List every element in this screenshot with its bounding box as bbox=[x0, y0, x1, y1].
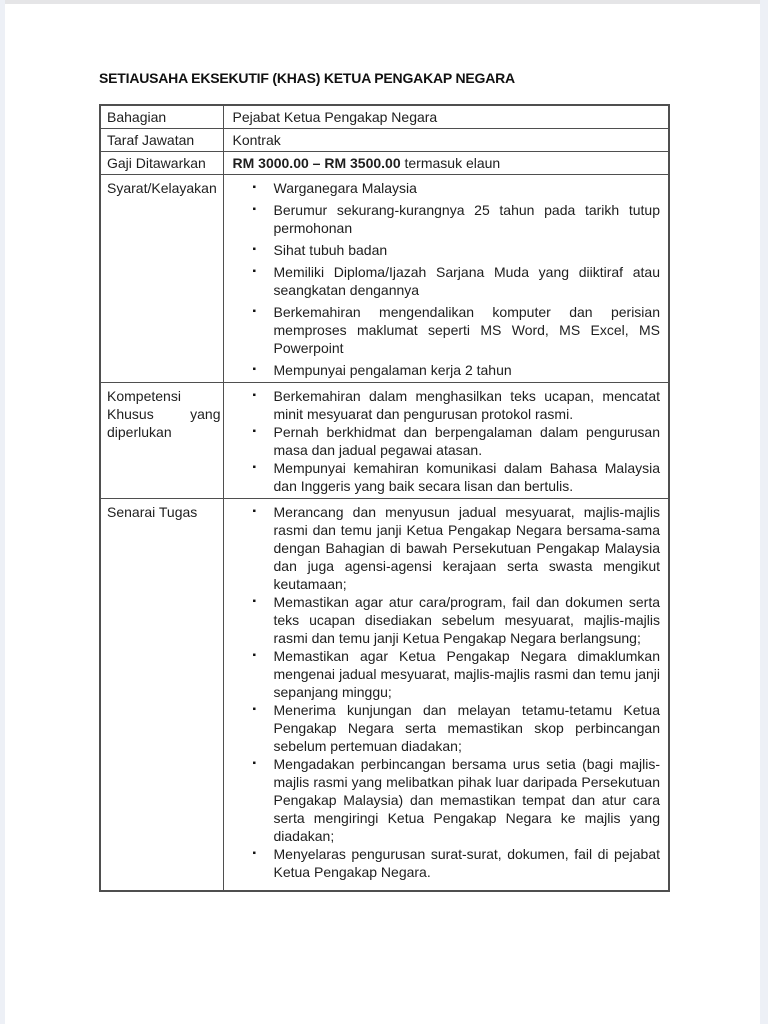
bullet-icon: ▪ bbox=[252, 182, 257, 193]
bullet-icon: ▪ bbox=[252, 650, 257, 661]
row-value-syarat bbox=[223, 175, 669, 383]
list-item bbox=[253, 755, 661, 845]
kompetensi-bullet-list bbox=[224, 387, 661, 495]
row-label-syarat: Syarat/Kelayakan bbox=[100, 175, 223, 383]
row-label-senarai-tugas: Senarai Tugas bbox=[100, 499, 223, 891]
list-item bbox=[253, 701, 661, 755]
bullet-text: Mempunyai pengalaman kerja 2 tahun bbox=[273, 362, 512, 378]
list-item bbox=[253, 647, 661, 701]
bullet-icon: ▪ bbox=[252, 758, 257, 769]
list-item bbox=[253, 503, 661, 593]
senarai-tugas-bullet-list bbox=[224, 503, 661, 881]
bullet-icon: ▪ bbox=[252, 426, 257, 437]
table-row-syarat bbox=[100, 175, 669, 383]
list-item bbox=[253, 241, 661, 259]
table-row-taraf-jawatan bbox=[100, 129, 669, 152]
list-item bbox=[253, 303, 661, 357]
bullet-text: Mempunyai kemahiran komunikasi dalam Bahasa Malaysia dan Inggeris yang baik secara lisan dan bertulis. bbox=[273, 460, 660, 494]
table-row-kompetensi bbox=[100, 383, 669, 499]
row-value-gaji bbox=[223, 152, 669, 175]
bullet-text: Berkemahiran mengendalikan komputer dan perisian memproses maklumat seperti MS Word, MS Excel, MS Powerpoint bbox=[273, 304, 660, 356]
bullet-icon: ▪ bbox=[252, 506, 257, 517]
bullet-text: Berkemahiran dalam menghasilkan teks ucapan, mencatat minit mesyuarat dan pengurusan protokol rasmi. bbox=[273, 388, 660, 422]
bullet-text: Pernah berkhidmat dan berpengalaman dalam pengurusan masa dan jadual pegawai atasan. bbox=[273, 424, 660, 458]
list-item bbox=[253, 201, 661, 237]
row-value-taraf-jawatan: Kontrak bbox=[223, 129, 669, 152]
bullet-text: Menerima kunjungan dan melayan tetamu-tetamu Ketua Pengakap Negara serta memastikan skop perbincangan sebelum pertemuan diadakan; bbox=[273, 702, 660, 754]
list-item bbox=[253, 459, 661, 495]
bullet-icon: ▪ bbox=[252, 596, 257, 607]
bullet-text: Warganegara Malaysia bbox=[273, 180, 417, 196]
bullet-icon: ▪ bbox=[252, 364, 257, 375]
bullet-text: Merancang dan menyusun jadual mesyuarat, majlis-majlis rasmi dan temu janji Ketua Pengakap Negara bersama-sama dengan Bahagian di bawah Persekutuan Pengakap Malaysia dan juga agensi-agensi kerajaan serta swasta mengikut keutamaan; bbox=[273, 504, 660, 592]
bullet-icon: ▪ bbox=[252, 266, 257, 277]
bullet-icon: ▪ bbox=[252, 390, 257, 401]
row-value-bahagian: Pejabat Ketua Pengakap Negara bbox=[223, 105, 669, 129]
row-value-senarai-tugas bbox=[223, 499, 669, 891]
table-row-senarai-tugas bbox=[100, 499, 669, 891]
bullet-icon: ▪ bbox=[252, 462, 257, 473]
bullet-icon: ▪ bbox=[252, 704, 257, 715]
table-row-gaji bbox=[100, 152, 669, 175]
syarat-bullet-list bbox=[224, 179, 661, 379]
page-edge-left bbox=[0, 0, 5, 1024]
list-item bbox=[253, 423, 661, 459]
bullet-text: Menyelaras pengurusan surat-surat, dokumen, fail di pejabat Ketua Pengakap Negara. bbox=[273, 846, 660, 880]
row-label-gaji: Gaji Ditawarkan bbox=[100, 152, 223, 175]
row-value-kompetensi bbox=[223, 383, 669, 499]
row-label-taraf-jawatan: Taraf Jawatan bbox=[100, 129, 223, 152]
job-details-table bbox=[99, 104, 670, 892]
bullet-icon: ▪ bbox=[252, 848, 257, 859]
list-item bbox=[253, 593, 661, 647]
page-edge-right bbox=[760, 0, 768, 1024]
list-item bbox=[253, 361, 661, 379]
bullet-icon: ▪ bbox=[252, 306, 257, 317]
bullet-text: Memastikan agar Ketua Pengakap Negara dimaklumkan mengenai jadual mesyuarat, majlis-majlis rasmi dan temu janji sepanjang minggu; bbox=[273, 648, 660, 700]
list-item bbox=[253, 845, 661, 881]
row-label-bahagian: Bahagian bbox=[100, 105, 223, 129]
list-item bbox=[253, 263, 661, 299]
bullet-text: Memastikan agar atur cara/program, fail dan dokumen serta teks ucapan disediakan sebelum mesyuarat, majlis-majlis rasmi dan temu janji Ketua Pengakap Negara berlangsung; bbox=[273, 594, 660, 646]
bullet-icon: ▪ bbox=[252, 204, 257, 215]
salary-note: termasuk elaun bbox=[400, 155, 501, 171]
job-title-heading: SETIAUSAHA EKSEKUTIF (KHAS) KETUA PENGAKAP NEGARA bbox=[99, 70, 515, 86]
document-page bbox=[99, 0, 668, 892]
list-item bbox=[253, 179, 661, 197]
bullet-text: Mengadakan perbincangan bersama urus setia (bagi majlis-majlis rasmi yang melibatkan pihak luar daripada Persekutuan Pengakap Malaysia) dan memastikan tempat dan atur cara serta mengiringi Ketua Pengakap Negara ke majlis yang diadakan; bbox=[273, 756, 660, 844]
bullet-text: Sihat tubuh badan bbox=[273, 242, 388, 258]
bullet-text: Berumur sekurang-kurangnya 25 tahun pada tarikh tutup permohonan bbox=[273, 202, 660, 236]
bullet-icon: ▪ bbox=[252, 244, 257, 255]
list-item bbox=[253, 387, 661, 423]
salary-range: RM 3000.00 – RM 3500.00 bbox=[232, 155, 401, 171]
bullet-text: Memiliki Diploma/Ijazah Sarjana Muda yang diiktiraf atau seangkatan dengannya bbox=[273, 264, 660, 298]
table-row-bahagian bbox=[100, 105, 669, 129]
row-label-kompetensi: Kompetensi Khusus yang diperlukan bbox=[100, 383, 223, 499]
